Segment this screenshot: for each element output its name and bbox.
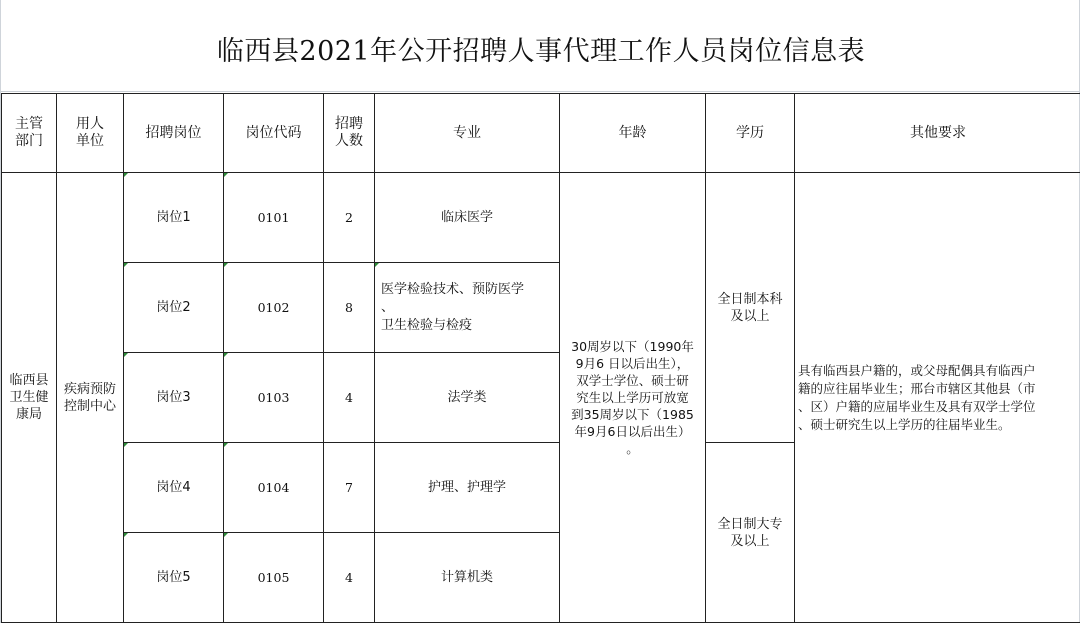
- header-unit: 用人 单位: [57, 94, 124, 173]
- header-count: 招聘 人数: [324, 94, 375, 173]
- count-cell: 8: [324, 263, 375, 353]
- positions-table: [1, 93, 1080, 623]
- table-header-row: [2, 94, 1080, 173]
- count-cell: 4: [324, 533, 375, 623]
- page-title: 临西县2021年公开招聘人事代理工作人员岗位信息表: [1, 0, 1080, 92]
- code-cell: 0105: [224, 533, 324, 623]
- other-requirements-cell: 具有临西县户籍的，或父母配偶具有临西户 籍的应往届毕业生；邢台市辖区其他县（市 、区）户籍的应届毕业生及具有双学士学位 、硕士研究生以上学历的往届毕业生。: [795, 173, 1080, 623]
- major-cell: 临床医学: [375, 173, 560, 263]
- position-cell: 岗位5: [124, 533, 224, 623]
- dept-cell: 临西县卫生健康局: [2, 173, 57, 623]
- count-cell: 2: [324, 173, 375, 263]
- unit-cell: 疾病预防控制中心: [57, 173, 124, 623]
- table-row: [2, 173, 1080, 263]
- header-dept: 主管 部门: [2, 94, 57, 173]
- header-edu: 学历: [706, 94, 795, 173]
- code-cell: 0101: [224, 173, 324, 263]
- major-cell: 护理、护理学: [375, 443, 560, 533]
- code-cell: 0104: [224, 443, 324, 533]
- position-cell: 岗位2: [124, 263, 224, 353]
- major-cell: 医学检验技术、预防医学 、 卫生检验与检疫: [375, 263, 560, 353]
- code-cell: 0102: [224, 263, 324, 353]
- header-code: 岗位代码: [224, 94, 324, 173]
- major-cell: 计算机类: [375, 533, 560, 623]
- header-position: 招聘岗位: [124, 94, 224, 173]
- age-cell: 30周岁以下（1990年 9月6 日以后出生）， 双学士学位、硕士研 究生以上学历可放宽 到35周岁以下（1985 年9月6日以后出生） 。: [560, 173, 706, 623]
- position-cell: 岗位3: [124, 353, 224, 443]
- edu-cell-bachelor: 全日制本科及以上: [706, 173, 795, 443]
- code-cell: 0103: [224, 353, 324, 443]
- header-other: 其他要求: [795, 94, 1080, 173]
- header-age: 年龄: [560, 94, 706, 173]
- count-cell: 4: [324, 353, 375, 443]
- count-cell: 7: [324, 443, 375, 533]
- header-major: 专业: [375, 94, 560, 173]
- edu-cell-college: 全日制大专及以上: [706, 443, 795, 623]
- position-cell: 岗位4: [124, 443, 224, 533]
- position-cell: 岗位1: [124, 173, 224, 263]
- major-cell: 法学类: [375, 353, 560, 443]
